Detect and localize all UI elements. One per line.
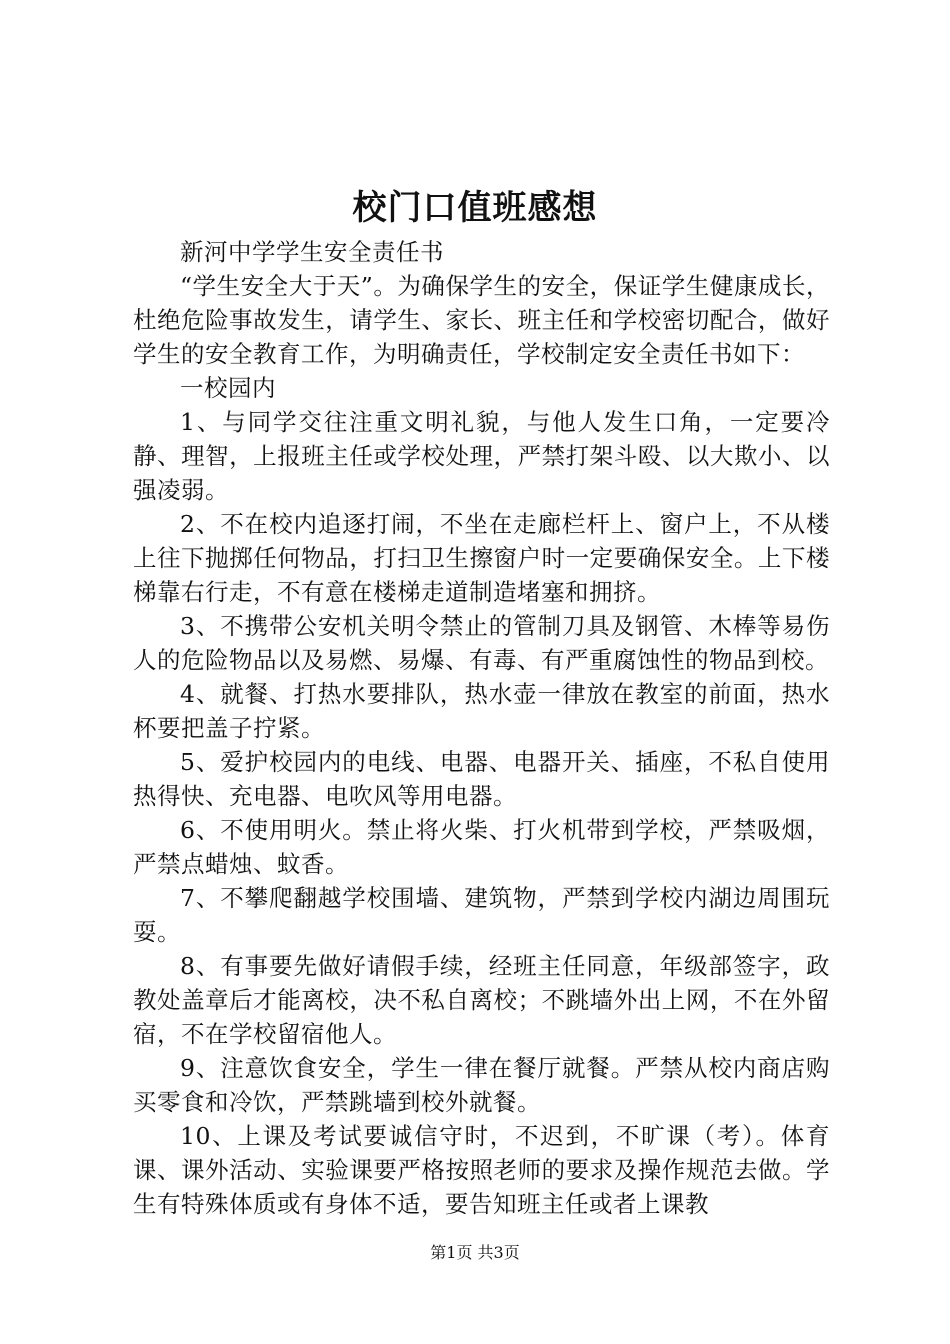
paragraph-item-5: 5、爱护校园内的电线、电器、电器开关、插座，不私自使用热得快、充电器、电吹风等用电器。 [133,748,830,810]
paragraph-item-1: 1、与同学交往注重文明礼貌，与他人发生口角，一定要冷静、理智，上报班主任或学校处理，严禁打架斗殴、以大欺小、以强凌弱。 [133,408,830,504]
paragraph-item-10: 10、上课及考试要诚信守时，不迟到，不旷课（考）。体育课、课外活动、实验课要严格按照老师的要求及操作规范去做。学生有特殊体质或有身体不适，要告知班主任或者上课教 [133,1122,830,1218]
page-footer: 第1页 共3页 [430,1243,520,1262]
paragraph-item-3: 3、不携带公安机关明令禁止的管制刀具及钢管、木棒等易伤人的危险物品以及易燃、易爆、有毒、有严重腐蚀性的物品到校。 [133,612,830,674]
paragraph-item-2: 2、不在校内追逐打闹，不坐在走廊栏杆上、窗户上，不从楼上往下抛掷任何物品，打扫卫生擦窗户时一定要确保安全。上下楼梯靠右行走，不有意在楼梯走道制造堵塞和拥挤。 [133,510,830,606]
paragraph-intro: “学生安全大于天”。为确保学生的安全，保证学生健康成长，杜绝危险事故发生，请学生、家长、班主任和学校密切配合，做好学生的安全教育工作，为明确责任，学校制定安全责任书如下： [133,272,830,368]
paragraph-item-4: 4、就餐、打热水要排队，热水壶一律放在教室的前面，热水杯要把盖子拧紧。 [133,680,830,742]
paragraph-item-8: 8、有事要先做好请假手续，经班主任同意，年级部签字，政教处盖章后才能离校，决不私自离校；不跳墙外出上网，不在外留宿，不在学校留宿他人。 [133,952,830,1048]
paragraph-item-6: 6、不使用明火。禁止将火柴、打火机带到学校，严禁吸烟，严禁点蜡烛、蚊香。 [133,816,830,878]
paragraph-item-7: 7、不攀爬翻越学校围墙、建筑物，严禁到学校内湖边周围玩耍。 [133,884,830,946]
document-title: 校门口值班感想 [352,188,598,228]
document-body [133,235,830,1221]
paragraph-item-9: 9、注意饮食安全，学生一律在餐厅就餐。严禁从校内商店购买零食和冷饮，严禁跳墙到校外就餐。 [133,1054,830,1116]
paragraph-heading: 新河中学学生安全责任书 [180,238,444,266]
paragraph-section-heading: 一校园内 [180,374,276,402]
